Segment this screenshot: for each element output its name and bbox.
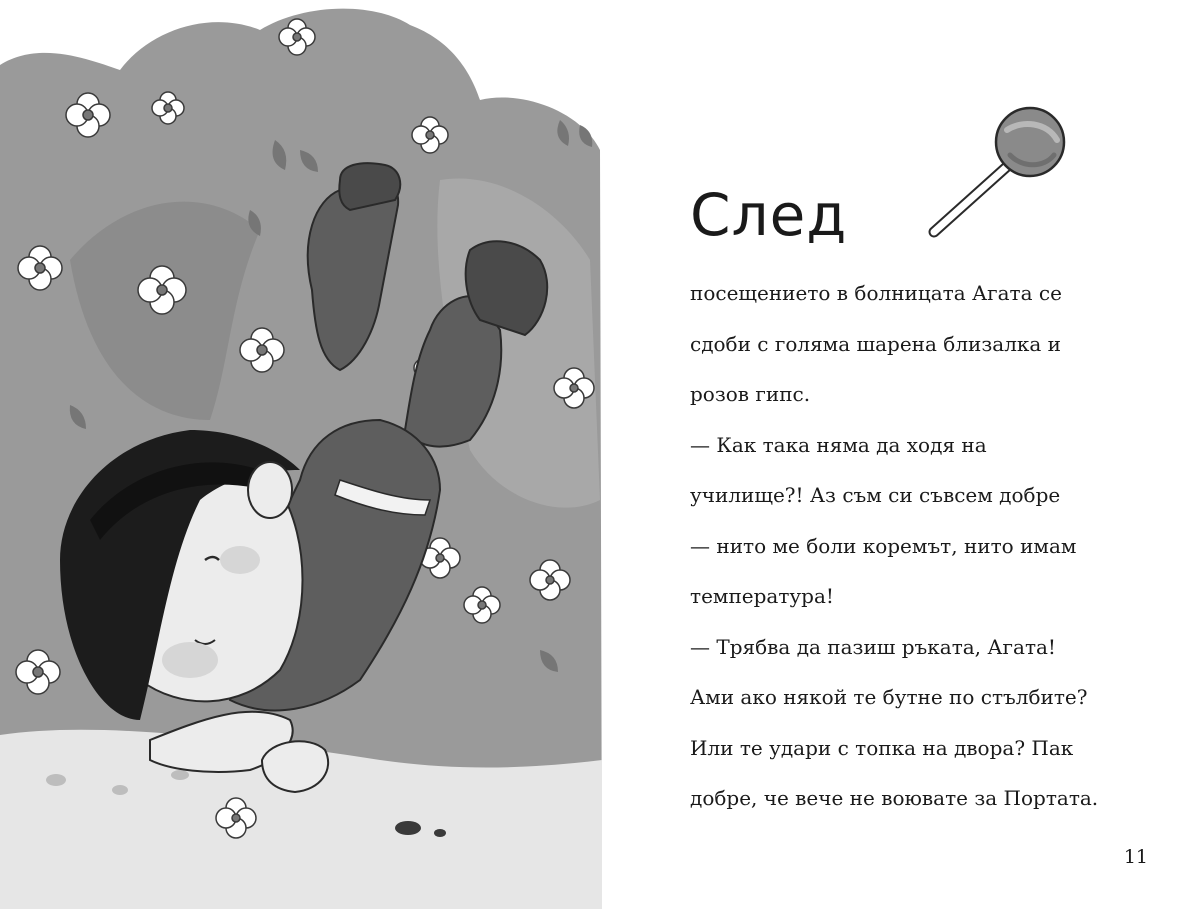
story-line: училище?! Аз съм си съвсем добре <box>690 483 1061 507</box>
text-column <box>690 0 1150 909</box>
story-line: — Как така няма да ходя на <box>690 432 987 457</box>
story-line: сдоби с голяма шарена близалка и <box>690 331 1062 356</box>
page-number: 11 <box>1123 846 1148 868</box>
girl-ear <box>248 462 292 518</box>
story-line: Ами ако някой те бутне по стълбите? <box>690 685 1088 709</box>
story-paragraphs <box>690 268 1150 824</box>
story-line: Или те удари с топка на двора? Пак <box>690 735 1074 760</box>
chapter-opening-word: След <box>690 181 848 249</box>
lollipop-icon <box>912 100 1072 250</box>
girl-cheek <box>162 642 218 678</box>
girl-hand <box>262 741 328 792</box>
story-line: — нито ме боли коремът, нито имам <box>690 533 1077 558</box>
story-line: посещението в болницата Агата се <box>690 281 1062 305</box>
story-line: температура! <box>690 584 834 608</box>
girl-cheek-2 <box>220 546 260 574</box>
story-line: розов гипс. <box>690 382 811 406</box>
story-line: — Трябва да пазиш ръката, Агата! <box>690 634 1056 659</box>
story-line: добре, че вече не воювате за Портата. <box>690 786 1099 810</box>
